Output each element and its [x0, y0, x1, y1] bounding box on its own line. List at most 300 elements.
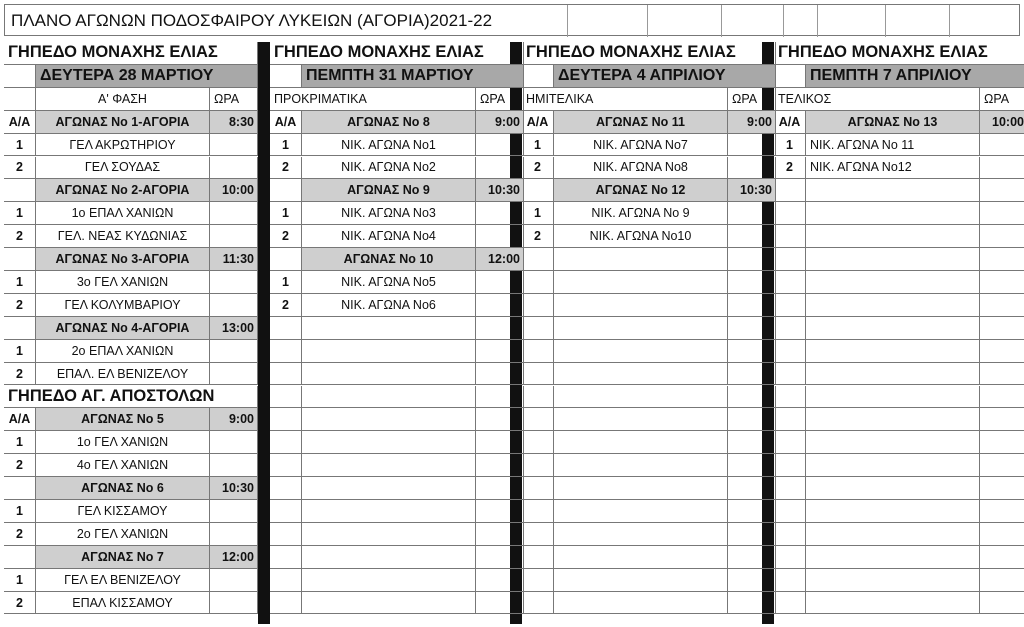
empty-cell[interactable] [270, 317, 302, 339]
phase-row [522, 88, 776, 111]
empty-cell[interactable] [302, 546, 476, 568]
team-row [4, 294, 258, 317]
game-time: 12:00 [210, 546, 258, 568]
team-name: ΝΙΚ. ΑΓΩΝΑ Νο 9 [554, 202, 728, 224]
empty-cell[interactable] [774, 523, 806, 545]
game-time: 9:00 [210, 408, 258, 430]
time-header: ΩΡΑ [476, 88, 524, 110]
date-row [774, 65, 1024, 88]
empty-cell[interactable] [476, 317, 524, 339]
empty-cell[interactable] [728, 248, 776, 270]
empty-cell[interactable] [980, 523, 1024, 545]
empty-cell[interactable] [270, 500, 302, 522]
empty-cell[interactable] [522, 477, 554, 499]
empty-cell[interactable] [302, 592, 476, 614]
team-number: 1 [774, 134, 806, 156]
empty-cell[interactable] [728, 202, 776, 224]
team-name: 2ο ΕΠΑΛ ΧΑΝΙΩΝ [36, 340, 210, 362]
empty-cell[interactable] [476, 386, 524, 408]
game-header-row [774, 111, 1024, 134]
empty-cell[interactable] [728, 157, 776, 179]
empty-cell[interactable] [554, 294, 728, 316]
team-number: 2 [4, 454, 36, 476]
empty-cell[interactable] [980, 477, 1024, 499]
team-name: 3ο ΓΕΛ ΧΑΝΙΩΝ [36, 271, 210, 293]
team-row [270, 271, 524, 294]
team-row [4, 202, 258, 225]
date-row [522, 65, 776, 88]
empty-cell[interactable] [476, 294, 524, 316]
empty-cell[interactable] [476, 569, 524, 591]
empty-cell[interactable] [522, 248, 554, 270]
schedule-column-3 [522, 42, 776, 615]
empty-row [774, 225, 1024, 248]
match-date: ΔΕΥΤΕΡΑ 4 ΑΠΡΙΛΙΟΥ [554, 65, 776, 87]
empty-cell[interactable] [980, 179, 1024, 201]
game-name: ΑΓΩΝΑΣ Νο 8 [302, 111, 476, 133]
empty-cell[interactable] [980, 248, 1024, 270]
empty-cell[interactable] [806, 500, 980, 522]
empty-cell[interactable] [270, 592, 302, 614]
empty-cell[interactable] [774, 271, 806, 293]
empty-row [270, 408, 524, 431]
empty-cell[interactable] [476, 271, 524, 293]
team-row [4, 569, 258, 592]
empty-cell[interactable] [806, 431, 980, 453]
empty-cell[interactable] [774, 65, 806, 87]
empty-cell[interactable] [270, 523, 302, 545]
empty-cell[interactable] [554, 592, 728, 614]
empty-cell[interactable] [774, 546, 806, 568]
empty-cell[interactable] [4, 88, 36, 110]
empty-cell[interactable] [476, 408, 524, 430]
empty-cell[interactable] [554, 500, 728, 522]
empty-row [774, 317, 1024, 340]
game-header-row [4, 111, 258, 134]
empty-cell[interactable] [270, 386, 302, 408]
game-time: 12:00 [476, 248, 524, 270]
game-name: ΑΓΩΝΑΣ Νο 4-ΑΓΟΡΙΑ [36, 317, 210, 339]
team-number: 1 [270, 134, 302, 156]
empty-cell[interactable] [554, 569, 728, 591]
empty-cell[interactable] [4, 477, 36, 499]
phase-label: Α' ΦΑΣΗ [36, 88, 210, 110]
empty-cell[interactable] [728, 340, 776, 362]
empty-cell[interactable] [476, 340, 524, 362]
empty-cell[interactable] [647, 5, 648, 37]
empty-cell[interactable] [806, 179, 980, 201]
empty-row [522, 592, 776, 615]
empty-cell[interactable] [554, 317, 728, 339]
empty-cell[interactable] [210, 454, 258, 476]
empty-row [774, 271, 1024, 294]
match-date: ΠΕΜΠΤΗ 7 ΑΠΡΙΛΙΟΥ [806, 65, 1024, 87]
empty-cell[interactable] [774, 454, 806, 476]
team-number: 1 [4, 271, 36, 293]
empty-row [522, 454, 776, 477]
empty-cell[interactable] [806, 202, 980, 224]
empty-cell[interactable] [270, 477, 302, 499]
empty-row [522, 317, 776, 340]
empty-cell[interactable] [522, 500, 554, 522]
aa-header: Α/Α [4, 408, 36, 430]
schedule-column-4 [774, 42, 1024, 615]
empty-cell[interactable] [980, 294, 1024, 316]
empty-cell[interactable] [4, 317, 36, 339]
empty-cell[interactable] [774, 179, 806, 201]
team-number: 1 [4, 134, 36, 156]
empty-cell[interactable] [728, 363, 776, 385]
phase-label: ΠΡΟΚΡΙΜΑΤΙΚΑ [270, 88, 476, 110]
team-name: 1ο ΕΠΑΛ ΧΑΝΙΩΝ [36, 202, 210, 224]
venue-row [4, 42, 258, 65]
empty-cell[interactable] [476, 477, 524, 499]
empty-cell[interactable] [476, 431, 524, 453]
empty-cell[interactable] [270, 569, 302, 591]
empty-cell[interactable] [728, 134, 776, 156]
empty-cell[interactable] [270, 408, 302, 430]
empty-row [522, 477, 776, 500]
empty-cell[interactable] [980, 363, 1024, 385]
team-row [522, 134, 776, 157]
empty-cell[interactable] [554, 340, 728, 362]
empty-cell[interactable] [806, 248, 980, 270]
aa-header: Α/Α [774, 111, 806, 133]
empty-cell[interactable] [522, 317, 554, 339]
empty-cell[interactable] [774, 500, 806, 522]
team-name: ΓΕΛ ΑΚΡΩΤΗΡΙΟΥ [36, 134, 210, 156]
team-name: ΝΙΚ. ΑΓΩΝΑ Νο7 [554, 134, 728, 156]
empty-cell[interactable] [522, 65, 554, 87]
empty-cell[interactable] [567, 5, 568, 37]
empty-cell[interactable] [302, 363, 476, 385]
empty-cell[interactable] [728, 477, 776, 499]
empty-cell[interactable] [774, 386, 806, 408]
empty-cell[interactable] [522, 408, 554, 430]
empty-cell[interactable] [522, 592, 554, 614]
team-row [4, 454, 258, 477]
empty-cell[interactable] [270, 431, 302, 453]
team-name: ΝΙΚ. ΑΓΩΝΑ Νο3 [302, 202, 476, 224]
empty-row [522, 248, 776, 271]
empty-cell[interactable] [774, 340, 806, 362]
empty-cell[interactable] [476, 134, 524, 156]
empty-cell[interactable] [522, 363, 554, 385]
team-row [774, 157, 1024, 180]
empty-cell[interactable] [980, 202, 1024, 224]
empty-cell[interactable] [728, 408, 776, 430]
empty-cell[interactable] [302, 500, 476, 522]
match-date: ΠΕΜΠΤΗ 31 ΜΑΡΤΙΟΥ [302, 65, 524, 87]
empty-cell[interactable] [302, 340, 476, 362]
empty-cell[interactable] [806, 454, 980, 476]
empty-cell[interactable] [554, 248, 728, 270]
empty-cell[interactable] [476, 157, 524, 179]
empty-cell[interactable] [210, 157, 258, 179]
empty-cell[interactable] [806, 523, 980, 545]
empty-row [522, 523, 776, 546]
empty-cell[interactable] [476, 202, 524, 224]
empty-cell[interactable] [476, 592, 524, 614]
game-name: ΑΓΩΝΑΣ Νο 9 [302, 179, 476, 201]
game-time: 9:00 [476, 111, 524, 133]
empty-row [522, 271, 776, 294]
empty-row [774, 202, 1024, 225]
game-time: 10:00 [980, 111, 1024, 133]
empty-cell[interactable] [806, 569, 980, 591]
empty-cell[interactable] [554, 523, 728, 545]
empty-cell[interactable] [806, 340, 980, 362]
empty-row [270, 523, 524, 546]
empty-cell[interactable] [728, 523, 776, 545]
team-number: 2 [270, 225, 302, 247]
team-number: 1 [4, 202, 36, 224]
game-name: ΑΓΩΝΑΣ Νο 11 [554, 111, 728, 133]
empty-row [774, 386, 1024, 409]
game-time: 10:00 [210, 179, 258, 201]
empty-row [774, 523, 1024, 546]
empty-cell[interactable] [728, 225, 776, 247]
team-name: ΕΠΑΛ ΚΙΣΣΑΜΟΥ [36, 592, 210, 614]
empty-cell[interactable] [806, 317, 980, 339]
empty-cell[interactable] [728, 454, 776, 476]
empty-cell[interactable] [774, 294, 806, 316]
team-number: 2 [522, 225, 554, 247]
empty-row [522, 408, 776, 431]
empty-cell[interactable] [210, 500, 258, 522]
empty-cell[interactable] [522, 271, 554, 293]
team-row [4, 523, 258, 546]
empty-cell[interactable] [476, 454, 524, 476]
empty-cell[interactable] [554, 386, 728, 408]
empty-cell[interactable] [270, 454, 302, 476]
empty-cell[interactable] [522, 454, 554, 476]
empty-cell[interactable] [806, 225, 980, 247]
empty-cell[interactable] [774, 225, 806, 247]
empty-cell[interactable] [885, 5, 886, 37]
empty-cell[interactable] [476, 363, 524, 385]
empty-cell[interactable] [980, 134, 1024, 156]
empty-cell[interactable] [302, 431, 476, 453]
empty-cell[interactable] [522, 431, 554, 453]
team-row [270, 294, 524, 317]
empty-cell[interactable] [774, 569, 806, 591]
empty-cell[interactable] [980, 500, 1024, 522]
team-name: ΕΠΑΛ. ΕΛ ΒΕΝΙΖΕΛΟΥ [36, 363, 210, 385]
empty-cell[interactable] [817, 5, 818, 37]
empty-cell[interactable] [980, 157, 1024, 179]
team-number: 2 [774, 157, 806, 179]
empty-cell[interactable] [980, 569, 1024, 591]
empty-cell[interactable] [980, 386, 1024, 408]
time-header: ΩΡΑ [980, 88, 1024, 110]
game-name: ΑΓΩΝΑΣ Νο 2-ΑΓΟΡΙΑ [36, 179, 210, 201]
empty-cell[interactable] [980, 317, 1024, 339]
empty-cell[interactable] [302, 408, 476, 430]
empty-cell[interactable] [774, 408, 806, 430]
empty-cell[interactable] [270, 248, 302, 270]
game-header-row [4, 179, 258, 202]
empty-cell[interactable] [476, 523, 524, 545]
empty-cell[interactable] [721, 5, 722, 37]
team-number: 2 [4, 225, 36, 247]
phase-row [774, 88, 1024, 111]
empty-row [774, 546, 1024, 569]
empty-cell[interactable] [210, 340, 258, 362]
empty-cell[interactable] [728, 317, 776, 339]
game-name: ΑΓΩΝΑΣ Νο 10 [302, 248, 476, 270]
empty-cell[interactable] [476, 500, 524, 522]
phase-row [4, 88, 258, 111]
team-row [4, 340, 258, 363]
aa-header: Α/Α [270, 111, 302, 133]
team-number: 2 [4, 294, 36, 316]
empty-cell[interactable] [806, 386, 980, 408]
team-number: 2 [270, 294, 302, 316]
empty-cell[interactable] [4, 546, 36, 568]
empty-cell[interactable] [302, 569, 476, 591]
empty-row [270, 431, 524, 454]
empty-cell[interactable] [980, 431, 1024, 453]
game-name: ΑΓΩΝΑΣ Νο 3-ΑΓΟΡΙΑ [36, 248, 210, 270]
empty-cell[interactable] [806, 294, 980, 316]
team-number: 1 [270, 271, 302, 293]
game-time: 13:00 [210, 317, 258, 339]
team-number: 1 [270, 202, 302, 224]
empty-cell[interactable] [554, 408, 728, 430]
empty-cell[interactable] [980, 592, 1024, 614]
phase-label: ΤΕΛΙΚΟΣ [774, 88, 980, 110]
empty-cell[interactable] [522, 523, 554, 545]
page-title: ΠΛΑΝΟ ΑΓΩΝΩΝ ΠΟΔΟΣΦΑΙΡΟΥ ΛΥΚΕΙΩΝ (ΑΓΟΡΙΑ)2021-22 [11, 11, 493, 30]
empty-cell[interactable] [210, 523, 258, 545]
empty-cell[interactable] [980, 271, 1024, 293]
empty-row [774, 431, 1024, 454]
empty-cell[interactable] [270, 65, 302, 87]
empty-cell[interactable] [210, 592, 258, 614]
empty-cell[interactable] [980, 408, 1024, 430]
empty-cell[interactable] [728, 500, 776, 522]
empty-cell[interactable] [302, 523, 476, 545]
empty-row [270, 340, 524, 363]
empty-cell[interactable] [774, 363, 806, 385]
empty-cell[interactable] [4, 65, 36, 87]
empty-cell[interactable] [210, 431, 258, 453]
empty-cell[interactable] [980, 225, 1024, 247]
empty-cell[interactable] [774, 202, 806, 224]
team-row [522, 225, 776, 248]
empty-row [270, 546, 524, 569]
empty-row [270, 569, 524, 592]
empty-cell[interactable] [270, 340, 302, 362]
team-name: ΝΙΚ. ΑΓΩΝΑ Νο4 [302, 225, 476, 247]
empty-cell[interactable] [774, 592, 806, 614]
empty-cell[interactable] [210, 134, 258, 156]
empty-cell[interactable] [4, 179, 36, 201]
team-name: ΝΙΚ. ΑΓΩΝΑ Νο8 [554, 157, 728, 179]
empty-cell[interactable] [522, 179, 554, 201]
empty-cell[interactable] [210, 225, 258, 247]
empty-cell[interactable] [728, 569, 776, 591]
empty-cell[interactable] [210, 294, 258, 316]
empty-cell[interactable] [980, 454, 1024, 476]
empty-row [522, 386, 776, 409]
empty-cell[interactable] [774, 431, 806, 453]
empty-cell[interactable] [302, 477, 476, 499]
empty-cell[interactable] [949, 5, 950, 37]
empty-cell[interactable] [522, 340, 554, 362]
phase-label: ΗΜΙΤΕΛΙΚΑ [522, 88, 728, 110]
empty-cell[interactable] [522, 546, 554, 568]
empty-cell[interactable] [270, 363, 302, 385]
empty-cell[interactable] [476, 546, 524, 568]
empty-cell[interactable] [806, 271, 980, 293]
empty-cell[interactable] [806, 408, 980, 430]
empty-cell[interactable] [728, 431, 776, 453]
empty-cell[interactable] [302, 317, 476, 339]
empty-cell[interactable] [980, 546, 1024, 568]
empty-cell[interactable] [4, 248, 36, 270]
empty-cell[interactable] [728, 386, 776, 408]
empty-cell[interactable] [476, 225, 524, 247]
empty-cell[interactable] [210, 202, 258, 224]
empty-cell[interactable] [728, 546, 776, 568]
game-header-row [4, 248, 258, 271]
empty-cell[interactable] [980, 340, 1024, 362]
empty-cell[interactable] [522, 294, 554, 316]
empty-cell[interactable] [806, 363, 980, 385]
empty-cell[interactable] [554, 546, 728, 568]
empty-cell[interactable] [774, 477, 806, 499]
empty-cell[interactable] [806, 592, 980, 614]
empty-cell[interactable] [806, 546, 980, 568]
team-name: ΝΙΚ. ΑΓΩΝΑ Νο10 [554, 225, 728, 247]
empty-cell[interactable] [728, 592, 776, 614]
empty-cell[interactable] [728, 271, 776, 293]
empty-cell[interactable] [522, 569, 554, 591]
empty-cell[interactable] [554, 431, 728, 453]
empty-cell[interactable] [554, 477, 728, 499]
game-time: 10:30 [728, 179, 776, 201]
empty-cell[interactable] [210, 363, 258, 385]
empty-cell[interactable] [522, 386, 554, 408]
empty-cell[interactable] [806, 477, 980, 499]
empty-cell[interactable] [554, 363, 728, 385]
empty-cell[interactable] [783, 5, 784, 37]
team-name: 2ο ΓΕΛ ΧΑΝΙΩΝ [36, 523, 210, 545]
empty-row [774, 569, 1024, 592]
team-row [4, 363, 258, 386]
empty-cell[interactable] [774, 317, 806, 339]
empty-row [270, 500, 524, 523]
empty-row [270, 477, 524, 500]
empty-cell[interactable] [728, 294, 776, 316]
empty-cell[interactable] [210, 569, 258, 591]
empty-cell[interactable] [554, 454, 728, 476]
empty-cell[interactable] [302, 386, 476, 408]
team-name: ΓΕΛ ΚΙΣΣΑΜΟΥ [36, 500, 210, 522]
empty-cell[interactable] [774, 248, 806, 270]
game-time: 10:30 [210, 477, 258, 499]
empty-cell[interactable] [210, 271, 258, 293]
title-row [4, 4, 1020, 36]
empty-cell[interactable] [270, 179, 302, 201]
team-row [270, 225, 524, 248]
empty-cell[interactable] [554, 271, 728, 293]
team-number: 1 [522, 202, 554, 224]
empty-cell[interactable] [270, 546, 302, 568]
empty-cell[interactable] [302, 454, 476, 476]
